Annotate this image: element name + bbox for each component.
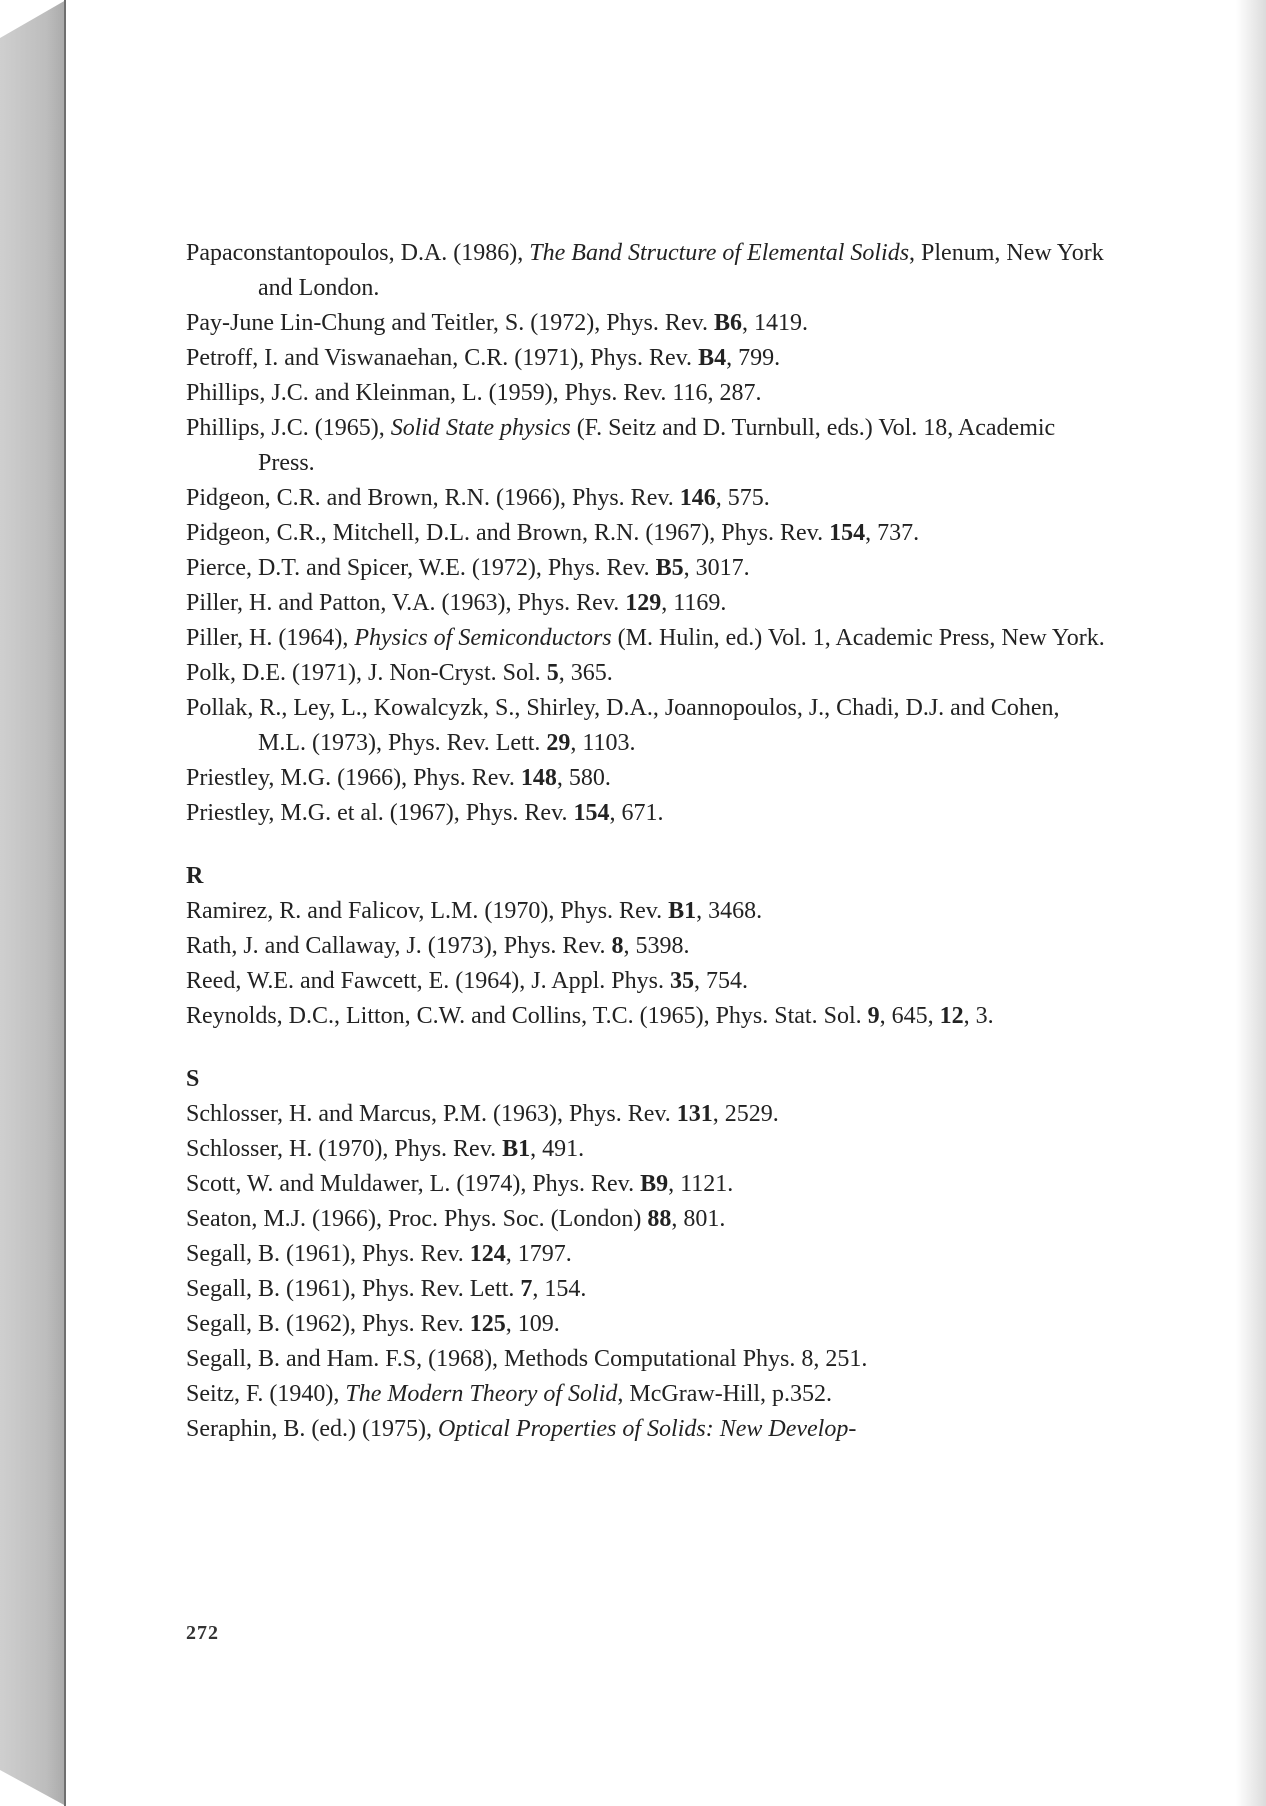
reference-volume: 129 <box>625 590 662 616</box>
reference-text: Petroff, I. and Viswanaehan, C.R. (1971), Phys. Rev. <box>186 345 699 371</box>
reference-text: , 1419. <box>742 310 808 336</box>
reference-volume: 7 <box>520 1276 533 1302</box>
reference-entry <box>186 376 1106 411</box>
reference-text: , 491. <box>530 1136 585 1162</box>
reference-text: Pidgeon, C.R. and Brown, R.N. (1966), Phys. Rev. <box>186 485 680 511</box>
reference-volume: 9 <box>867 1003 880 1029</box>
reference-text: , 799. <box>726 345 781 371</box>
reference-group-p <box>186 236 1106 831</box>
reference-entry <box>186 1307 1106 1342</box>
reference-text: , 754. <box>693 968 748 994</box>
reference-entry <box>186 796 1106 831</box>
reference-text: Schlosser, H. and Marcus, P.M. (1963), Phys. Rev. <box>186 1101 677 1127</box>
reference-text: Rath, J. and Callaway, J. (1973), Phys. Rev. <box>186 933 612 959</box>
reference-text: Ramirez, R. and Falicov, L.M. (1970), Phys. Rev. <box>186 898 669 924</box>
reference-text: Schlosser, H. (1970), Phys. Rev. <box>186 1136 503 1162</box>
reference-volume: 131 <box>676 1101 713 1127</box>
reference-text: Segall, B. (1962), Phys. Rev. <box>186 1311 470 1337</box>
reference-title: Physics of Semiconductors <box>354 625 612 651</box>
reference-volume: 8 <box>611 933 624 959</box>
reference-title: Optical Properties of Solids: New Develop- <box>437 1416 857 1442</box>
reference-text: , 109. <box>505 1311 560 1337</box>
reference-entry <box>186 1167 1106 1202</box>
reference-text: , 671. <box>609 800 664 826</box>
reference-entry <box>186 999 1106 1034</box>
reference-text: Seaton, M.J. (1966), Proc. Phys. Soc. (London) <box>186 1206 648 1232</box>
reference-volume: 146 <box>679 485 716 511</box>
reference-list <box>186 236 1106 1447</box>
reference-text: , 365. <box>558 660 613 686</box>
reference-text: Scott, W. and Muldawer, L. (1974), Phys. Rev. <box>186 1171 641 1197</box>
reference-text: (F. Seitz and D. Turnbull, eds.) Vol. 18, Academic Press. <box>258 415 1056 476</box>
reference-text: Priestley, M.G. (1966), Phys. Rev. <box>186 765 521 791</box>
reference-text: Segall, B. and Ham. F.S, (1968), Methods Computational Phys. 8, 251. <box>186 1346 868 1372</box>
reference-entry <box>186 1132 1106 1167</box>
reference-entry <box>186 621 1106 656</box>
section-heading-s: S <box>186 1066 200 1092</box>
reference-entry <box>186 1342 1106 1377</box>
reference-text: , 3. <box>963 1003 994 1029</box>
reference-text: Pay-June Lin-Chung and Teitler, S. (1972), Phys. Rev. <box>186 310 714 336</box>
reference-entry <box>186 656 1106 691</box>
reference-entry <box>186 551 1106 586</box>
reference-entry <box>186 691 1106 761</box>
reference-group-r <box>186 894 1106 1034</box>
reference-text: , Plenum, New York and London. <box>258 240 1104 301</box>
reference-text: , 154. <box>532 1276 587 1302</box>
reference-entry <box>186 586 1106 621</box>
reference-volume: B1 <box>668 898 697 924</box>
reference-text: Seitz, F. (1940), <box>186 1381 346 1407</box>
reference-text: , 1103. <box>570 730 636 756</box>
reference-text: Pollak, R., Ley, L., Kowalcyzk, S., Shirley, D.A., Joannopoulos, J., Chadi, D.J. and Cohen, M.L. (1973), Phys. Rev. Lett. <box>186 695 1060 756</box>
page-number: 272 <box>186 1622 219 1644</box>
reference-volume: B9 <box>640 1171 669 1197</box>
reference-entry <box>186 481 1106 516</box>
reference-text: , 1797. <box>505 1241 572 1267</box>
reference-text: , 575. <box>715 485 770 511</box>
reference-text: Pierce, D.T. and Spicer, W.E. (1972), Phys. Rev. <box>186 555 656 581</box>
reference-volume: 148 <box>520 765 557 791</box>
reference-volume: 35 <box>669 968 694 994</box>
reference-text: Reed, W.E. and Fawcett, E. (1964), J. Appl. Phys. <box>186 968 670 994</box>
reference-entry <box>186 306 1106 341</box>
reference-text: , 580. <box>556 765 611 791</box>
reference-entry <box>186 761 1106 796</box>
reference-text: , 1169. <box>661 590 727 616</box>
reference-entry <box>186 411 1106 481</box>
reference-volume: 12 <box>939 1003 964 1029</box>
reference-text: Papaconstantopoulos, D.A. (1986), <box>186 240 530 266</box>
reference-title: The Modern Theory of Solid <box>345 1381 618 1407</box>
reference-text: , 645, <box>879 1003 940 1029</box>
book-page <box>66 0 1266 1806</box>
reference-entry <box>186 1097 1106 1132</box>
reference-volume: 124 <box>469 1241 506 1267</box>
reference-volume: 29 <box>546 730 571 756</box>
reference-text: (M. Hulin, ed.) Vol. 1, Academic Press, New York. <box>611 625 1105 651</box>
reference-text: Reynolds, D.C., Litton, C.W. and Collins, T.C. (1965), Phys. Stat. Sol. <box>186 1003 868 1029</box>
reference-entry <box>186 341 1106 376</box>
reference-text: , McGraw-Hill, p.352. <box>617 1381 833 1407</box>
reference-volume: 154 <box>829 520 866 546</box>
reference-text: , 737. <box>865 520 920 546</box>
reference-text: Segall, B. (1961), Phys. Rev. <box>186 1241 470 1267</box>
reference-volume: 88 <box>647 1206 672 1232</box>
reference-text: Pidgeon, C.R., Mitchell, D.L. and Brown, R.N. (1967), Phys. Rev. <box>186 520 830 546</box>
reference-volume: 125 <box>469 1311 506 1337</box>
reference-text: Seraphin, B. (ed.) (1975), <box>186 1416 438 1442</box>
reference-entry <box>186 1202 1106 1237</box>
section-heading-r: R <box>186 863 204 889</box>
reference-text: Segall, B. (1961), Phys. Rev. Lett. <box>186 1276 521 1302</box>
reference-entry <box>186 236 1106 306</box>
reference-text: Piller, H. and Patton, V.A. (1963), Phys. Rev. <box>186 590 626 616</box>
reference-text: , 801. <box>671 1206 726 1232</box>
reference-text: Phillips, J.C. and Kleinman, L. (1959), Phys. Rev. 116, 287. <box>186 380 762 406</box>
reference-entry <box>186 1272 1106 1307</box>
reference-text: , 1121. <box>668 1171 734 1197</box>
reference-volume: B4 <box>698 345 727 371</box>
reference-entry <box>186 894 1106 929</box>
reference-volume: B1 <box>502 1136 531 1162</box>
reference-text: Phillips, J.C. (1965), <box>186 415 391 441</box>
reference-text: Piller, H. (1964), <box>186 625 355 651</box>
reference-text: , 2529. <box>712 1101 779 1127</box>
book-spine <box>0 0 66 1806</box>
reference-volume: 5 <box>546 660 559 686</box>
reference-title: The Band Structure of Elemental Solids <box>529 240 910 266</box>
reference-entry <box>186 1412 1106 1447</box>
reference-text: , 3468. <box>696 898 763 924</box>
reference-entry <box>186 516 1106 551</box>
reference-text: , 3017. <box>683 555 750 581</box>
reference-text: , 5398. <box>623 933 690 959</box>
reference-title: Solid State physics <box>390 415 571 441</box>
page-edge-shadow <box>1236 0 1266 1806</box>
reference-entry <box>186 929 1106 964</box>
reference-entry <box>186 964 1106 999</box>
reference-entry <box>186 1237 1106 1272</box>
reference-volume: 154 <box>573 800 610 826</box>
reference-volume: B6 <box>713 310 742 336</box>
reference-text: Priestley, M.G. et al. (1967), Phys. Rev. <box>186 800 574 826</box>
reference-entry <box>186 1377 1106 1412</box>
reference-volume: B5 <box>655 555 684 581</box>
reference-group-s <box>186 1097 1106 1447</box>
reference-text: Polk, D.E. (1971), J. Non-Cryst. Sol. <box>186 660 547 686</box>
